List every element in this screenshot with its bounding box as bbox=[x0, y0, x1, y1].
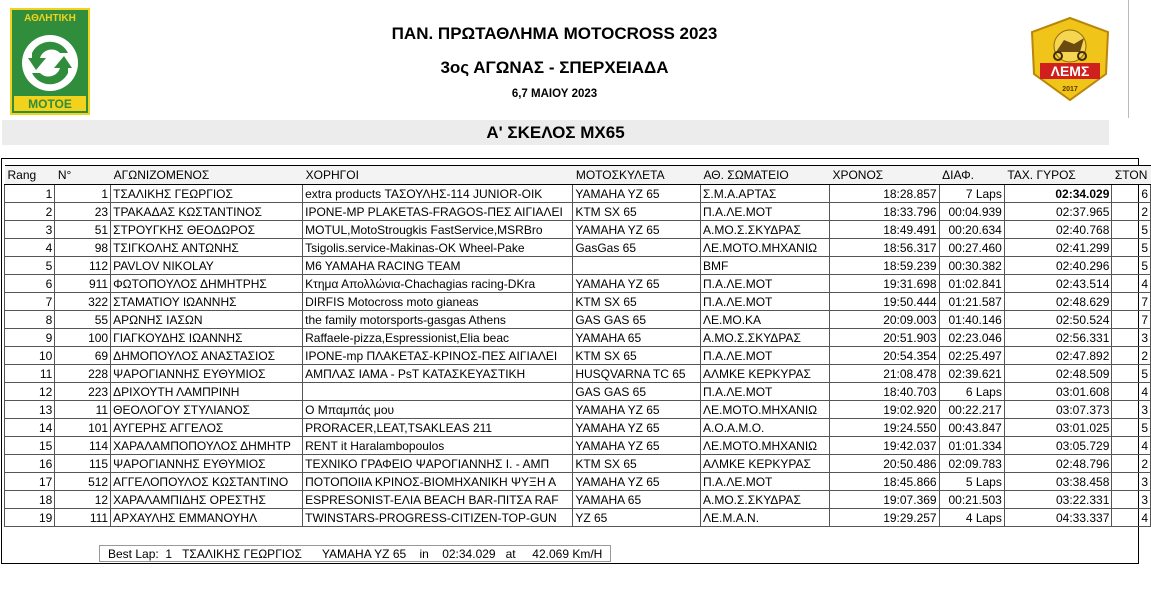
cell-best-lap: 02:37.965 bbox=[1004, 203, 1112, 221]
cell-club: ΛΕ.Μ.Α.Ν. bbox=[701, 509, 830, 527]
cell-rider: ΑΥΓΕΡΗΣ ΑΓΓΕΛΟΣ bbox=[111, 419, 303, 437]
cell-rider: ΑΡΩΝΗΣ ΙΑΣΩΝ bbox=[111, 311, 303, 329]
cell-diff: 02:39.621 bbox=[939, 365, 1004, 383]
cell-sponsors: IPONE-mp ΠΛΑΚΕΤΑΣ-ΚΡΙΝΟΣ-ΠΕΣ ΑΙΓΙΑΛΕΙ bbox=[303, 347, 573, 365]
table-row bbox=[5, 185, 1151, 203]
cell-sponsors: DIRFIS Motocross moto gianeas bbox=[303, 293, 573, 311]
cell-rank: 11 bbox=[5, 365, 55, 383]
col-number: N° bbox=[55, 166, 111, 185]
col-motorcycle: ΜΟΤΟΣΚΥΛΕΤΑ bbox=[573, 166, 701, 185]
cell-sponsors: RENT it Haralambopoulos bbox=[303, 437, 573, 455]
cell-best-lap: 02:43.514 bbox=[1004, 275, 1112, 293]
cell-ston: 6 bbox=[1112, 185, 1151, 203]
cell-sponsors: MOTUL,MotoStrougkis FastService,MSRBro bbox=[303, 221, 573, 239]
cell-rider: ΨΑΡΟΓΙΑΝΝΗΣ ΕΥΘΥΜΙΟΣ bbox=[111, 455, 303, 473]
cell-time: 19:02.920 bbox=[829, 401, 939, 419]
cell-club: Π.Α.ΛΕ.ΜΟΤ bbox=[701, 275, 830, 293]
cell-number: 115 bbox=[55, 455, 111, 473]
cell-rank: 6 bbox=[5, 275, 55, 293]
cell-rank: 9 bbox=[5, 329, 55, 347]
cell-time: 19:07.369 bbox=[829, 491, 939, 509]
cell-club: Π.Α.ΛΕ.ΜΟΤ bbox=[701, 293, 830, 311]
cell-club: ΛΕ.ΜΟΤΟ.ΜΗΧΑΝΙΩ bbox=[701, 401, 830, 419]
cell-diff: 00:27.460 bbox=[939, 239, 1004, 257]
col-time: ΧΡΟΝΟΣ bbox=[829, 166, 939, 185]
cell-sponsors: ΑΜΠΛΑΣ ΙΑΜΑ - PsT ΚΑΤΑΣΚΕΥΑΣΤΙΚΗ bbox=[303, 365, 573, 383]
cell-rider: ΦΩΤΟΠΟΥΛΟΣ ΔΗΜΗΤΡΗΣ bbox=[111, 275, 303, 293]
table-row bbox=[5, 221, 1151, 239]
cell-ston: 5 bbox=[1112, 257, 1151, 275]
cell-rank: 10 bbox=[5, 347, 55, 365]
cell-diff: 02:23.046 bbox=[939, 329, 1004, 347]
cell-time: 19:29.257 bbox=[829, 509, 939, 527]
cell-ston: 4 bbox=[1112, 509, 1151, 527]
cell-club: ΛΕ.ΜΟ.ΚΑ bbox=[701, 311, 830, 329]
cell-club: Σ.Μ.Α.ΑΡΤΑΣ bbox=[701, 185, 830, 203]
cell-ston: 3 bbox=[1112, 491, 1151, 509]
cell-sponsors: Κτημα Απολλώνια-Chachagias racing-DKra bbox=[303, 275, 573, 293]
section-title: Α' ΣΚΕΛΟΣ MX65 bbox=[2, 120, 1109, 145]
cell-motorcycle: YAMAHA YZ 65 bbox=[573, 401, 701, 419]
cell-club: Π.Α.ΛΕ.ΜΟΤ bbox=[701, 203, 830, 221]
cell-motorcycle: GAS GAS 65 bbox=[573, 311, 701, 329]
cell-number: 111 bbox=[55, 509, 111, 527]
cell-diff: 4 Laps bbox=[939, 509, 1004, 527]
cell-rank: 4 bbox=[5, 239, 55, 257]
cell-best-lap: 02:48.796 bbox=[1004, 455, 1112, 473]
cell-ston: 5 bbox=[1112, 239, 1151, 257]
table-row bbox=[5, 257, 1151, 275]
cell-motorcycle: KTM SX 65 bbox=[573, 293, 701, 311]
cell-rider: PAVLOV NIKOLAY bbox=[111, 257, 303, 275]
cell-club: Α.ΜΟ.Σ.ΣΚΥΔΡΑΣ bbox=[701, 491, 830, 509]
cell-ston: 4 bbox=[1112, 383, 1151, 401]
cell-rider: ΑΡΧΑΥΛΗΣ ΕΜΜΑΝΟΥΗΛ bbox=[111, 509, 303, 527]
col-diff: ΔΙΑΦ. bbox=[939, 166, 1004, 185]
cell-motorcycle: YAMAHA YZ 65 bbox=[573, 437, 701, 455]
cell-time: 18:45.866 bbox=[829, 473, 939, 491]
cell-number: 12 bbox=[55, 491, 111, 509]
cell-number: 55 bbox=[55, 311, 111, 329]
cell-club: BMF bbox=[701, 257, 830, 275]
col-sponsors: ΧΟΡΗΓΟΙ bbox=[303, 166, 573, 185]
cell-sponsors: Tsigolis.service-Makinas-OK Wheel-Pake bbox=[303, 239, 573, 257]
cell-time: 18:59.239 bbox=[829, 257, 939, 275]
lems-logo-year: 2017 bbox=[1062, 86, 1078, 93]
results-table bbox=[4, 165, 1151, 527]
cell-best-lap: 03:05.729 bbox=[1004, 437, 1112, 455]
cell-rank: 15 bbox=[5, 437, 55, 455]
cell-ston: 7 bbox=[1112, 311, 1151, 329]
cell-time: 19:42.037 bbox=[829, 437, 939, 455]
cell-sponsors: extra products ΤΑΣΟΥΛΗΣ-114 JUNIOR-OIK bbox=[303, 185, 573, 203]
cell-number: 101 bbox=[55, 419, 111, 437]
cell-club: ΑΛΜΚΕ ΚΕΡΚΥΡΑΣ bbox=[701, 365, 830, 383]
table-row bbox=[5, 509, 1151, 527]
cell-best-lap: 03:01.608 bbox=[1004, 383, 1112, 401]
cell-rank: 14 bbox=[5, 419, 55, 437]
cell-diff: 00:22.217 bbox=[939, 401, 1004, 419]
cell-time: 19:31.698 bbox=[829, 275, 939, 293]
cell-club: Π.Α.ΛΕ.ΜΟΤ bbox=[701, 473, 830, 491]
cell-diff: 00:43.847 bbox=[939, 419, 1004, 437]
championship-title: ΠΑΝ. ΠΡΩΤΑΘΛΗΜΑ MOTOCROSS 2023 bbox=[391, 24, 718, 43]
cell-time: 18:40.703 bbox=[829, 383, 939, 401]
cell-motorcycle: YAMAHA YZ 65 bbox=[573, 419, 701, 437]
cell-rank: 7 bbox=[5, 293, 55, 311]
cell-time: 20:51.903 bbox=[829, 329, 939, 347]
cell-number: 512 bbox=[55, 473, 111, 491]
col-ston: ΣΤΟΝ bbox=[1112, 166, 1151, 185]
cell-club: ΛΕ.ΜΟΤΟ.ΜΗΧΑΝΙΩ bbox=[701, 239, 830, 257]
cell-best-lap: 03:38.458 bbox=[1004, 473, 1112, 491]
col-rider: ΑΓΩΝΙΖΟΜΕΝΟΣ bbox=[111, 166, 303, 185]
cell-club: Π.Α.ΛΕ.ΜΟΤ bbox=[701, 347, 830, 365]
cell-number: 1 bbox=[55, 185, 111, 203]
cell-ston: 3 bbox=[1112, 401, 1151, 419]
cell-rider: ΣΤΡΟΥΓΚΗΣ ΘΕΟΔΩΡΟΣ bbox=[111, 221, 303, 239]
cell-time: 18:56.317 bbox=[829, 239, 939, 257]
cell-rank: 2 bbox=[5, 203, 55, 221]
cell-rider: ΓΙΑΓΚΟΥΔΗΣ ΙΩΑΝΝΗΣ bbox=[111, 329, 303, 347]
cell-time: 20:54.354 bbox=[829, 347, 939, 365]
cell-diff: 00:20.634 bbox=[939, 221, 1004, 239]
cell-sponsors: Raffaele-pizza,Espressionist,Elia beac bbox=[303, 329, 573, 347]
cell-sponsors: TWINSTARS-PROGRESS-CITIZEN-TOP-GUN bbox=[303, 509, 573, 527]
table-row bbox=[5, 383, 1151, 401]
cell-sponsors: Ο Μπαμπάς μου bbox=[303, 401, 573, 419]
table-row bbox=[5, 437, 1151, 455]
cell-number: 98 bbox=[55, 239, 111, 257]
header-row bbox=[5, 166, 1151, 185]
cell-rank: 8 bbox=[5, 311, 55, 329]
cell-club: ΑΛΜΚΕ ΚΕΡΚΥΡΑΣ bbox=[701, 455, 830, 473]
col-rang: Rang bbox=[5, 166, 55, 185]
cell-rank: 12 bbox=[5, 383, 55, 401]
cell-ston: 2 bbox=[1112, 347, 1151, 365]
cell-rider: ΨΑΡΟΓΙΑΝΝΗΣ ΕΥΘΥΜΙΟΣ bbox=[111, 365, 303, 383]
cell-club: Α.ΜΟ.Σ.ΣΚΥΔΡΑΣ bbox=[701, 221, 830, 239]
cell-diff: 00:04.939 bbox=[939, 203, 1004, 221]
cell-motorcycle: YZ 65 bbox=[573, 509, 701, 527]
cell-rider: ΑΓΓΕΛΟΠΟΥΛΟΣ ΚΩΣΤΑΝΤΙΝΟ bbox=[111, 473, 303, 491]
cell-rider: ΤΣΑΛΙΚΗΣ ΓΕΩΡΓΙΟΣ bbox=[111, 185, 303, 203]
cell-ston: 2 bbox=[1112, 203, 1151, 221]
cell-motorcycle: KTM SX 65 bbox=[573, 347, 701, 365]
cell-number: 11 bbox=[55, 401, 111, 419]
table-row bbox=[5, 419, 1151, 437]
cell-ston: 7 bbox=[1112, 293, 1151, 311]
cell-motorcycle: YAMAHA YZ 65 bbox=[573, 275, 701, 293]
cell-number: 114 bbox=[55, 437, 111, 455]
cell-diff: 5 Laps bbox=[939, 473, 1004, 491]
table-row bbox=[5, 293, 1151, 311]
cell-diff: 00:21.503 bbox=[939, 491, 1004, 509]
cell-number: 100 bbox=[55, 329, 111, 347]
cell-best-lap: 02:48.509 bbox=[1004, 365, 1112, 383]
cell-diff: 00:30.382 bbox=[939, 257, 1004, 275]
cell-number: 51 bbox=[55, 221, 111, 239]
cell-ston: 5 bbox=[1112, 419, 1151, 437]
cell-diff: 01:40.146 bbox=[939, 311, 1004, 329]
race-date: 6,7 ΜΑΙΟΥ 2023 bbox=[511, 88, 598, 100]
cell-time: 18:49.491 bbox=[829, 221, 939, 239]
cell-best-lap: 02:34.029 bbox=[1004, 185, 1112, 203]
cell-motorcycle: GasGas 65 bbox=[573, 239, 701, 257]
cell-motorcycle: YAMAHA 65 bbox=[573, 491, 701, 509]
cell-ston: 3 bbox=[1112, 329, 1151, 347]
cell-rider: ΤΣΙΓΚΟΛΗΣ ΑΝΤΩΝΗΣ bbox=[111, 239, 303, 257]
cell-rank: 1 bbox=[5, 185, 55, 203]
cell-ston: 4 bbox=[1112, 275, 1151, 293]
logo-text-top: ΑΘΛΗΤΙΚΗ bbox=[24, 13, 76, 24]
cell-time: 20:50.486 bbox=[829, 455, 939, 473]
cell-sponsors: IPONE-MP PLAKETAS-FRAGOS-ΠΕΣ ΑΙΓΙΑΛΕΙ bbox=[303, 203, 573, 221]
race-subtitle: 3ος ΑΓΩΝΑΣ - ΣΠΕΡΧΕΙΑΔΑ bbox=[440, 58, 669, 77]
cell-club: Α.ΜΟ.Σ.ΣΚΥΔΡΑΣ bbox=[701, 329, 830, 347]
cell-diff: 02:25.497 bbox=[939, 347, 1004, 365]
cell-ston: 5 bbox=[1112, 365, 1151, 383]
cell-best-lap: 02:40.768 bbox=[1004, 221, 1112, 239]
table-row bbox=[5, 275, 1151, 293]
cell-best-lap: 02:41.299 bbox=[1004, 239, 1112, 257]
cell-motorcycle bbox=[573, 257, 701, 275]
cell-number: 23 bbox=[55, 203, 111, 221]
cell-motorcycle: YAMAHA 65 bbox=[573, 329, 701, 347]
cell-best-lap: 02:50.524 bbox=[1004, 311, 1112, 329]
cell-best-lap: 04:33.337 bbox=[1004, 509, 1112, 527]
cell-motorcycle: YAMAHA YZ 65 bbox=[573, 221, 701, 239]
cell-motorcycle: YAMAHA YZ 65 bbox=[573, 185, 701, 203]
cell-time: 18:28.857 bbox=[829, 185, 939, 203]
table-row bbox=[5, 473, 1151, 491]
cell-number: 69 bbox=[55, 347, 111, 365]
cell-ston: 3 bbox=[1112, 473, 1151, 491]
cell-time: 19:24.550 bbox=[829, 419, 939, 437]
cell-diff: 01:21.587 bbox=[939, 293, 1004, 311]
cell-sponsors: M6 YAMAHA RACING TEAM bbox=[303, 257, 573, 275]
cell-best-lap: 02:40.296 bbox=[1004, 257, 1112, 275]
cell-time: 19:50.444 bbox=[829, 293, 939, 311]
cell-time: 21:08.478 bbox=[829, 365, 939, 383]
cell-diff: 01:01.334 bbox=[939, 437, 1004, 455]
cell-best-lap: 03:22.331 bbox=[1004, 491, 1112, 509]
cell-sponsors: ΠΟΤΟΠΟΙΙΑ ΚΡΙΝΟΣ-ΒΙΟΜΗΧΑΝΙΚΗ ΨΥΞΗ Α bbox=[303, 473, 573, 491]
page-divider bbox=[1128, 0, 1129, 118]
cell-rider: ΧΑΡΑΛΑΜΠΙΔΗΣ ΟΡΕΣΤΗΣ bbox=[111, 491, 303, 509]
cell-ston: 4 bbox=[1112, 437, 1151, 455]
cell-ston: 5 bbox=[1112, 221, 1151, 239]
table-row bbox=[5, 491, 1151, 509]
cell-sponsors: ESPRESONIST-ΕΛΙΑ BEACH BAR-ΠΙΤΣΑ RAF bbox=[303, 491, 573, 509]
cell-motorcycle: YAMAHA YZ 65 bbox=[573, 473, 701, 491]
table-row bbox=[5, 365, 1151, 383]
cell-club: Π.Α.ΛΕ.ΜΟΤ bbox=[701, 383, 830, 401]
cell-rank: 13 bbox=[5, 401, 55, 419]
cell-rank: 19 bbox=[5, 509, 55, 527]
cell-number: 228 bbox=[55, 365, 111, 383]
cell-rank: 17 bbox=[5, 473, 55, 491]
cell-best-lap: 03:01.025 bbox=[1004, 419, 1112, 437]
cell-rank: 3 bbox=[5, 221, 55, 239]
cell-diff: 01:02.841 bbox=[939, 275, 1004, 293]
cell-ston: 2 bbox=[1112, 455, 1151, 473]
cell-motorcycle: KTM SX 65 bbox=[573, 455, 701, 473]
table-row bbox=[5, 329, 1151, 347]
cell-number: 223 bbox=[55, 383, 111, 401]
cell-club: Α.Ο.Α.Μ.Ο. bbox=[701, 419, 830, 437]
cell-number: 112 bbox=[55, 257, 111, 275]
cell-rank: 5 bbox=[5, 257, 55, 275]
cell-rider: ΧΑΡΑΛΑΜΠΟΠΟΥΛΟΣ ΔΗΜΗΤΡ bbox=[111, 437, 303, 455]
cell-rider: ΣΤΑΜΑΤΙΟΥ ΙΩΑΝΝΗΣ bbox=[111, 293, 303, 311]
cell-rider: ΘΕΟΛΟΓΟΥ ΣΤΥΛΙΑΝΟΣ bbox=[111, 401, 303, 419]
cell-number: 911 bbox=[55, 275, 111, 293]
cell-time: 20:09.003 bbox=[829, 311, 939, 329]
cell-time: 18:33.796 bbox=[829, 203, 939, 221]
cell-best-lap: 02:56.331 bbox=[1004, 329, 1112, 347]
cell-motorcycle: KTM SX 65 bbox=[573, 203, 701, 221]
logo-text-bottom: ΜΟΤΟΕ bbox=[28, 97, 72, 111]
table-row bbox=[5, 203, 1151, 221]
table-row bbox=[5, 311, 1151, 329]
cell-diff: 02:09.783 bbox=[939, 455, 1004, 473]
table-row bbox=[5, 239, 1151, 257]
cell-rider: ΔΗΜΟΠΟΥΛΟΣ ΑΝΑΣΤΑΣΙΟΣ bbox=[111, 347, 303, 365]
cell-rank: 18 bbox=[5, 491, 55, 509]
cell-best-lap: 02:47.892 bbox=[1004, 347, 1112, 365]
col-club: ΑΘ. ΣΩΜΑΤΕΙΟ bbox=[701, 166, 830, 185]
cell-sponsors: ΤΕΧΝΙΚΟ ΓΡΑΦΕΙΟ ΨΑΡΟΓΙΑΝΝΗΣ Ι. - ΑΜΠ bbox=[303, 455, 573, 473]
cell-sponsors bbox=[303, 383, 573, 401]
lems-logo bbox=[1028, 16, 1112, 102]
lems-logo-text: ΛΕΜΣ bbox=[1050, 63, 1090, 79]
cell-club: ΛΕ.ΜΟΤΟ.ΜΗΧΑΝΙΩ bbox=[701, 437, 830, 455]
cell-number: 322 bbox=[55, 293, 111, 311]
cell-sponsors: the family motorsports-gasgas Athens bbox=[303, 311, 573, 329]
cell-rider: ΤΡΑΚΑΔΑΣ ΚΩΣΤΑΝΤΙΝΟΣ bbox=[111, 203, 303, 221]
cell-sponsors: PRORACER,LEAT,TSAKLEAS 211 bbox=[303, 419, 573, 437]
best-lap-summary: Best Lap: 1 ΤΣΑΛΙΚΗΣ ΓΕΩΡΓΙΟΣ YAMAHA YZ 65 in 02:34.029 at 42.069 Km/H bbox=[99, 545, 611, 562]
col-best-lap: ΤΑΧ. ΓΥΡΟΣ bbox=[1004, 166, 1112, 185]
cell-diff: 6 Laps bbox=[939, 383, 1004, 401]
table-row bbox=[5, 455, 1151, 473]
cell-best-lap: 02:48.629 bbox=[1004, 293, 1112, 311]
cell-diff: 7 Laps bbox=[939, 185, 1004, 203]
cell-motorcycle: HUSQVARNA TC 65 bbox=[573, 365, 701, 383]
cell-rank: 16 bbox=[5, 455, 55, 473]
cell-best-lap: 03:07.373 bbox=[1004, 401, 1112, 419]
cell-motorcycle: GAS GAS 65 bbox=[573, 383, 701, 401]
table-row bbox=[5, 347, 1151, 365]
table-row bbox=[5, 401, 1151, 419]
cell-rider: ΔΡΙΧΟΥΤΗ ΛΑΜΠΡΙΝΗ bbox=[111, 383, 303, 401]
